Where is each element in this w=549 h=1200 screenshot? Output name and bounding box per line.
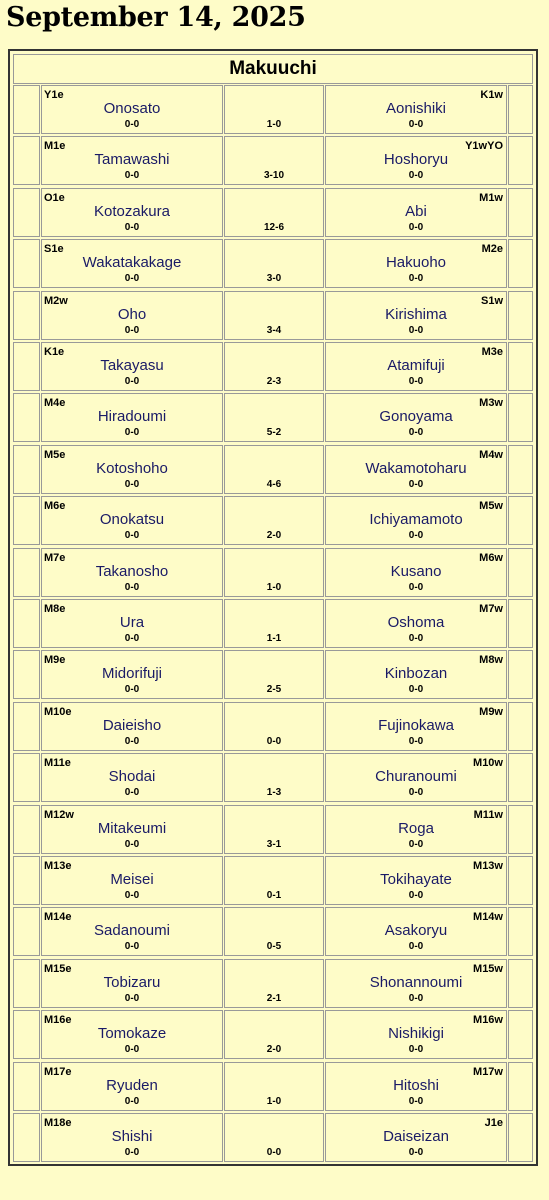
west-rank: M8w bbox=[479, 654, 503, 667]
west-wrestler-cell bbox=[325, 856, 507, 905]
west-marker-cell bbox=[508, 805, 533, 854]
east-rank: S1e bbox=[44, 243, 64, 256]
west-wrestler-cell bbox=[325, 291, 507, 340]
east-marker-cell bbox=[13, 496, 40, 545]
bout-row bbox=[10, 496, 536, 547]
west-wrestler-cell bbox=[325, 1062, 507, 1111]
west-wrestler-name[interactable]: Gonoyama bbox=[379, 408, 453, 426]
head-to-head-cell bbox=[224, 907, 324, 956]
east-wrestler-name[interactable]: Kotozakura bbox=[94, 202, 170, 220]
head-to-head-cell bbox=[224, 445, 324, 494]
head-to-head-cell bbox=[224, 1010, 324, 1059]
east-rank: M18e bbox=[44, 1117, 72, 1129]
west-marker-cell bbox=[508, 291, 533, 340]
head-to-head-record[interactable]: 2-5 bbox=[266, 684, 282, 696]
west-wrestler-cell bbox=[325, 342, 507, 391]
east-wrestler-cell bbox=[41, 856, 223, 905]
east-rank: M14e bbox=[44, 911, 72, 924]
west-rank: M3w bbox=[479, 397, 503, 410]
west-wrestler-cell bbox=[325, 496, 507, 545]
bout-row bbox=[10, 599, 536, 650]
east-wrestler-cell bbox=[41, 702, 223, 751]
east-wrestler-name[interactable]: Sadanoumi bbox=[94, 922, 170, 940]
east-wrestler-name[interactable]: Wakatakakage bbox=[82, 254, 182, 272]
east-wrestler-name[interactable]: Hiradoumi bbox=[97, 408, 167, 426]
west-record: 0-0 bbox=[408, 1095, 424, 1107]
west-wrestler-name[interactable]: Hitoshi bbox=[393, 1076, 439, 1094]
west-rank: M15w bbox=[473, 962, 503, 975]
west-wrestler-name[interactable]: Tokihayate bbox=[380, 871, 452, 888]
east-rank: M13e bbox=[44, 860, 72, 872]
east-marker-cell bbox=[13, 1113, 40, 1162]
west-marker-cell bbox=[508, 136, 533, 185]
head-to-head-record[interactable]: 2-3 bbox=[266, 376, 282, 387]
east-wrestler-cell bbox=[41, 1113, 223, 1162]
west-marker-cell bbox=[508, 85, 533, 134]
bout-row bbox=[10, 85, 536, 136]
east-record: 0-0 bbox=[124, 1095, 140, 1107]
east-marker-cell bbox=[13, 85, 40, 134]
head-to-head-record[interactable]: 5-2 bbox=[266, 427, 282, 439]
bout-row bbox=[10, 702, 536, 753]
east-marker-cell bbox=[13, 136, 40, 185]
east-marker-cell bbox=[13, 1010, 40, 1059]
head-to-head-cell bbox=[224, 650, 324, 699]
east-record: 0-0 bbox=[124, 890, 140, 901]
head-to-head-record[interactable]: 1-0 bbox=[266, 581, 282, 593]
bout-row bbox=[10, 959, 536, 1010]
west-marker-cell bbox=[508, 496, 533, 545]
east-wrestler-name[interactable]: Kotoshoho bbox=[96, 459, 168, 477]
west-wrestler-cell bbox=[325, 136, 507, 185]
west-rank: M9w bbox=[479, 705, 503, 718]
east-rank: M4e bbox=[44, 397, 66, 410]
east-record: 0-0 bbox=[124, 838, 140, 850]
head-to-head-record[interactable]: 1-0 bbox=[266, 1095, 282, 1107]
east-record: 0-0 bbox=[124, 735, 140, 747]
east-record: 0-0 bbox=[124, 376, 140, 387]
head-to-head-cell bbox=[224, 291, 324, 340]
east-wrestler-name[interactable]: Onosato bbox=[103, 100, 161, 117]
west-wrestler-cell bbox=[325, 753, 507, 802]
east-record: 0-0 bbox=[124, 478, 140, 490]
west-record: 0-0 bbox=[408, 735, 424, 747]
west-wrestler-cell bbox=[325, 85, 507, 134]
west-rank: J1e bbox=[484, 1117, 503, 1129]
west-marker-cell bbox=[508, 753, 533, 802]
head-to-head-record[interactable]: 0-0 bbox=[266, 1147, 282, 1158]
head-to-head-cell bbox=[224, 959, 324, 1008]
bout-row bbox=[10, 548, 536, 599]
head-to-head-cell bbox=[224, 599, 324, 648]
bout-row bbox=[10, 856, 536, 907]
head-to-head-cell bbox=[224, 393, 324, 442]
east-record: 0-0 bbox=[124, 170, 140, 182]
head-to-head-cell bbox=[224, 805, 324, 854]
west-wrestler-cell bbox=[325, 393, 507, 442]
east-rank: O1e bbox=[44, 191, 65, 204]
east-rank: M1e bbox=[44, 140, 66, 153]
east-wrestler-name[interactable]: Midorifuji bbox=[101, 665, 162, 683]
east-record: 0-0 bbox=[124, 427, 140, 439]
head-to-head-cell bbox=[224, 856, 324, 905]
east-rank: M9e bbox=[44, 654, 66, 667]
east-rank: Y1e bbox=[44, 89, 64, 101]
bout-row bbox=[10, 393, 536, 444]
east-marker-cell bbox=[13, 753, 40, 802]
torikumi-table bbox=[8, 49, 538, 1166]
head-to-head-record[interactable]: 1-0 bbox=[266, 119, 282, 130]
east-wrestler-cell bbox=[41, 445, 223, 494]
bout-row bbox=[10, 907, 536, 958]
head-to-head-cell bbox=[224, 1113, 324, 1162]
east-wrestler-name[interactable]: Takanosho bbox=[95, 562, 169, 580]
west-wrestler-name[interactable]: Aonishiki bbox=[385, 100, 447, 117]
west-record: 0-0 bbox=[408, 581, 424, 593]
east-wrestler-cell bbox=[41, 393, 223, 442]
east-wrestler-cell bbox=[41, 959, 223, 1008]
head-to-head-record[interactable]: 0-5 bbox=[266, 941, 282, 953]
west-wrestler-name[interactable]: Asakoryu bbox=[384, 922, 448, 940]
west-wrestler-cell bbox=[325, 188, 507, 237]
west-wrestler-name[interactable]: Kirishima bbox=[385, 305, 447, 323]
east-wrestler-name[interactable]: Shishi bbox=[111, 1128, 153, 1145]
head-to-head-cell bbox=[224, 496, 324, 545]
east-wrestler-name[interactable]: Tobizaru bbox=[103, 973, 161, 991]
head-to-head-record[interactable]: 3-10 bbox=[263, 170, 284, 182]
east-record: 0-0 bbox=[124, 119, 140, 130]
head-to-head-record[interactable]: 2-0 bbox=[266, 1044, 282, 1056]
east-wrestler-cell bbox=[41, 548, 223, 597]
west-marker-cell bbox=[508, 342, 533, 391]
west-marker-cell bbox=[508, 239, 533, 288]
west-wrestler-cell bbox=[325, 1113, 507, 1162]
east-record: 0-0 bbox=[124, 1044, 140, 1056]
west-wrestler-name[interactable]: Fujinokawa bbox=[378, 716, 454, 734]
head-to-head-cell bbox=[224, 188, 324, 237]
east-wrestler-name[interactable]: Mitakeumi bbox=[97, 819, 167, 837]
east-record: 0-0 bbox=[124, 221, 140, 233]
bout-row bbox=[10, 342, 536, 393]
west-wrestler-cell bbox=[325, 650, 507, 699]
west-record: 0-0 bbox=[408, 633, 424, 644]
bout-row bbox=[10, 239, 536, 290]
east-wrestler-cell bbox=[41, 907, 223, 956]
east-marker-cell bbox=[13, 445, 40, 494]
east-marker-cell bbox=[13, 1062, 40, 1111]
west-marker-cell bbox=[508, 445, 533, 494]
west-marker-cell bbox=[508, 650, 533, 699]
east-marker-cell bbox=[13, 702, 40, 751]
east-wrestler-name[interactable]: Daieisho bbox=[102, 716, 162, 734]
bout-row bbox=[10, 1010, 536, 1061]
east-marker-cell bbox=[13, 805, 40, 854]
east-rank: M6e bbox=[44, 500, 66, 513]
west-record: 0-0 bbox=[408, 684, 424, 696]
west-wrestler-cell bbox=[325, 445, 507, 494]
west-record: 0-0 bbox=[408, 890, 424, 901]
east-wrestler-cell bbox=[41, 291, 223, 340]
east-marker-cell bbox=[13, 393, 40, 442]
east-record: 0-0 bbox=[124, 633, 140, 644]
west-rank: Y1wYO bbox=[465, 140, 503, 153]
east-record: 0-0 bbox=[124, 273, 140, 285]
west-wrestler-name[interactable]: Hakuoho bbox=[385, 254, 447, 272]
bout-row bbox=[10, 1113, 536, 1164]
east-wrestler-cell bbox=[41, 805, 223, 854]
east-rank: M17e bbox=[44, 1065, 72, 1078]
east-wrestler-name[interactable]: Ura bbox=[119, 614, 145, 631]
west-marker-cell bbox=[508, 702, 533, 751]
head-to-head-record[interactable]: 12-6 bbox=[263, 221, 284, 233]
west-wrestler-cell bbox=[325, 805, 507, 854]
west-record: 0-0 bbox=[408, 1147, 424, 1158]
head-to-head-cell bbox=[224, 85, 324, 134]
east-wrestler-cell bbox=[41, 239, 223, 288]
head-to-head-record[interactable]: 3-4 bbox=[266, 324, 282, 336]
west-record: 0-0 bbox=[408, 427, 424, 439]
west-record: 0-0 bbox=[408, 478, 424, 490]
east-record: 0-0 bbox=[124, 787, 140, 799]
bout-row bbox=[10, 753, 536, 804]
head-to-head-record[interactable]: 1-1 bbox=[266, 633, 282, 644]
west-rank: M14w bbox=[473, 911, 503, 924]
west-rank: M7w bbox=[479, 603, 503, 615]
east-marker-cell bbox=[13, 907, 40, 956]
east-record: 0-0 bbox=[124, 992, 140, 1004]
west-rank: M10w bbox=[473, 757, 503, 770]
east-record: 0-0 bbox=[124, 1147, 140, 1158]
west-marker-cell bbox=[508, 959, 533, 1008]
west-record: 0-0 bbox=[408, 324, 424, 336]
east-wrestler-name[interactable]: Onokatsu bbox=[99, 511, 165, 529]
west-wrestler-name[interactable]: Kinbozan bbox=[384, 665, 448, 683]
west-wrestler-name[interactable]: Nishikigi bbox=[388, 1025, 444, 1043]
east-marker-cell bbox=[13, 239, 40, 288]
west-record: 0-0 bbox=[408, 170, 424, 182]
head-to-head-cell bbox=[224, 548, 324, 597]
west-rank: M5w bbox=[479, 500, 503, 513]
west-wrestler-name[interactable]: Kusano bbox=[390, 562, 442, 580]
bout-row bbox=[10, 445, 536, 496]
head-to-head-cell bbox=[224, 753, 324, 802]
east-wrestler-cell bbox=[41, 1062, 223, 1111]
east-marker-cell bbox=[13, 650, 40, 699]
west-record: 0-0 bbox=[408, 992, 424, 1004]
head-to-head-record[interactable]: 3-1 bbox=[266, 838, 282, 850]
east-marker-cell bbox=[13, 548, 40, 597]
west-wrestler-name[interactable]: Roga bbox=[398, 819, 434, 837]
west-marker-cell bbox=[508, 393, 533, 442]
head-to-head-cell bbox=[224, 1062, 324, 1111]
east-wrestler-cell bbox=[41, 1010, 223, 1059]
east-marker-cell bbox=[13, 188, 40, 237]
west-rank: M1w bbox=[479, 191, 503, 204]
division-title: Makuuchi bbox=[13, 54, 533, 84]
east-record: 0-0 bbox=[124, 581, 140, 593]
east-wrestler-cell bbox=[41, 136, 223, 185]
page-date-heading: September 14, 2025 bbox=[6, 2, 306, 33]
west-marker-cell bbox=[508, 1113, 533, 1162]
east-wrestler-name[interactable]: Meisei bbox=[110, 871, 154, 888]
head-to-head-record[interactable]: 4-6 bbox=[266, 478, 282, 490]
east-record: 0-0 bbox=[124, 530, 140, 542]
head-to-head-cell bbox=[224, 342, 324, 391]
east-rank: M12w bbox=[44, 808, 74, 821]
east-rank: M5e bbox=[44, 448, 66, 461]
east-wrestler-cell bbox=[41, 188, 223, 237]
west-rank: M6w bbox=[479, 551, 503, 564]
bout-row bbox=[10, 1062, 536, 1113]
west-wrestler-name[interactable]: Wakamotoharu bbox=[365, 459, 467, 477]
east-wrestler-cell bbox=[41, 650, 223, 699]
west-record: 0-0 bbox=[408, 787, 424, 799]
west-marker-cell bbox=[508, 599, 533, 648]
west-wrestler-cell bbox=[325, 702, 507, 751]
west-wrestler-cell bbox=[325, 1010, 507, 1059]
east-record: 0-0 bbox=[124, 684, 140, 696]
east-marker-cell bbox=[13, 342, 40, 391]
west-wrestler-name[interactable]: Shonannoumi bbox=[369, 973, 463, 991]
head-to-head-record[interactable]: 2-1 bbox=[266, 992, 282, 1004]
east-wrestler-name[interactable]: Ryuden bbox=[106, 1076, 158, 1094]
west-record: 0-0 bbox=[408, 119, 424, 130]
east-marker-cell bbox=[13, 856, 40, 905]
west-wrestler-name[interactable]: Atamifuji bbox=[387, 357, 445, 374]
west-rank: M17w bbox=[473, 1065, 503, 1078]
east-record: 0-0 bbox=[124, 941, 140, 953]
bout-row bbox=[10, 291, 536, 342]
west-rank: M16w bbox=[473, 1014, 503, 1027]
east-rank: M8e bbox=[44, 603, 66, 615]
west-rank: M3e bbox=[481, 346, 503, 358]
west-marker-cell bbox=[508, 1062, 533, 1111]
east-marker-cell bbox=[13, 959, 40, 1008]
east-rank: M10e bbox=[44, 705, 72, 718]
west-wrestler-name[interactable]: Abi bbox=[405, 202, 427, 220]
bout-row bbox=[10, 136, 536, 187]
east-wrestler-name[interactable]: Oho bbox=[117, 305, 147, 323]
west-rank: S1w bbox=[480, 294, 503, 307]
head-to-head-record[interactable]: 2-0 bbox=[266, 530, 282, 542]
head-to-head-cell bbox=[224, 239, 324, 288]
east-wrestler-cell bbox=[41, 599, 223, 648]
west-wrestler-cell bbox=[325, 239, 507, 288]
head-to-head-record[interactable]: 0-1 bbox=[266, 890, 282, 901]
west-rank: K1w bbox=[480, 89, 503, 101]
west-wrestler-cell bbox=[325, 599, 507, 648]
bout-row bbox=[10, 650, 536, 701]
west-wrestler-cell bbox=[325, 548, 507, 597]
west-record: 0-0 bbox=[408, 941, 424, 953]
west-wrestler-name[interactable]: Hoshoryu bbox=[383, 151, 449, 169]
east-wrestler-cell bbox=[41, 85, 223, 134]
west-rank: M13w bbox=[473, 860, 503, 872]
east-wrestler-cell bbox=[41, 496, 223, 545]
west-record: 0-0 bbox=[408, 530, 424, 542]
east-wrestler-name[interactable]: Takayasu bbox=[100, 357, 164, 374]
east-rank: M16e bbox=[44, 1014, 72, 1027]
head-to-head-record[interactable]: 1-3 bbox=[266, 787, 282, 799]
west-wrestler-name[interactable]: Oshoma bbox=[387, 614, 445, 631]
west-marker-cell bbox=[508, 188, 533, 237]
east-marker-cell bbox=[13, 599, 40, 648]
east-rank: K1e bbox=[44, 346, 65, 358]
head-to-head-cell bbox=[224, 702, 324, 751]
east-rank: M7e bbox=[44, 551, 66, 564]
east-rank: M15e bbox=[44, 962, 72, 975]
west-wrestler-cell bbox=[325, 907, 507, 956]
west-record: 0-0 bbox=[408, 1044, 424, 1056]
east-wrestler-name[interactable]: Tamawashi bbox=[94, 151, 170, 169]
bout-row bbox=[10, 805, 536, 856]
east-rank: M11e bbox=[44, 757, 71, 770]
west-record: 0-0 bbox=[408, 221, 424, 233]
east-rank: M2w bbox=[44, 294, 68, 307]
east-wrestler-name[interactable]: Shodai bbox=[108, 768, 156, 786]
west-rank: M2e bbox=[481, 243, 503, 256]
west-marker-cell bbox=[508, 548, 533, 597]
west-record: 0-0 bbox=[408, 838, 424, 850]
east-wrestler-name[interactable]: Tomokaze bbox=[97, 1025, 167, 1043]
west-record: 0-0 bbox=[408, 376, 424, 387]
east-record: 0-0 bbox=[124, 324, 140, 336]
west-marker-cell bbox=[508, 1010, 533, 1059]
bout-row bbox=[10, 188, 536, 239]
west-wrestler-name[interactable]: Daiseizan bbox=[383, 1128, 449, 1145]
west-marker-cell bbox=[508, 907, 533, 956]
west-wrestler-name[interactable]: Churanoumi bbox=[375, 768, 457, 786]
east-wrestler-cell bbox=[41, 753, 223, 802]
head-to-head-record[interactable]: 3-0 bbox=[266, 273, 282, 285]
west-rank: M4w bbox=[479, 448, 503, 461]
west-wrestler-cell bbox=[325, 959, 507, 1008]
head-to-head-cell bbox=[224, 136, 324, 185]
west-marker-cell bbox=[508, 856, 533, 905]
west-rank: M11w bbox=[473, 808, 503, 821]
head-to-head-record[interactable]: 0-0 bbox=[266, 735, 282, 747]
east-marker-cell bbox=[13, 291, 40, 340]
west-record: 0-0 bbox=[408, 273, 424, 285]
east-wrestler-cell bbox=[41, 342, 223, 391]
west-wrestler-name[interactable]: Ichiyamamoto bbox=[369, 511, 463, 529]
